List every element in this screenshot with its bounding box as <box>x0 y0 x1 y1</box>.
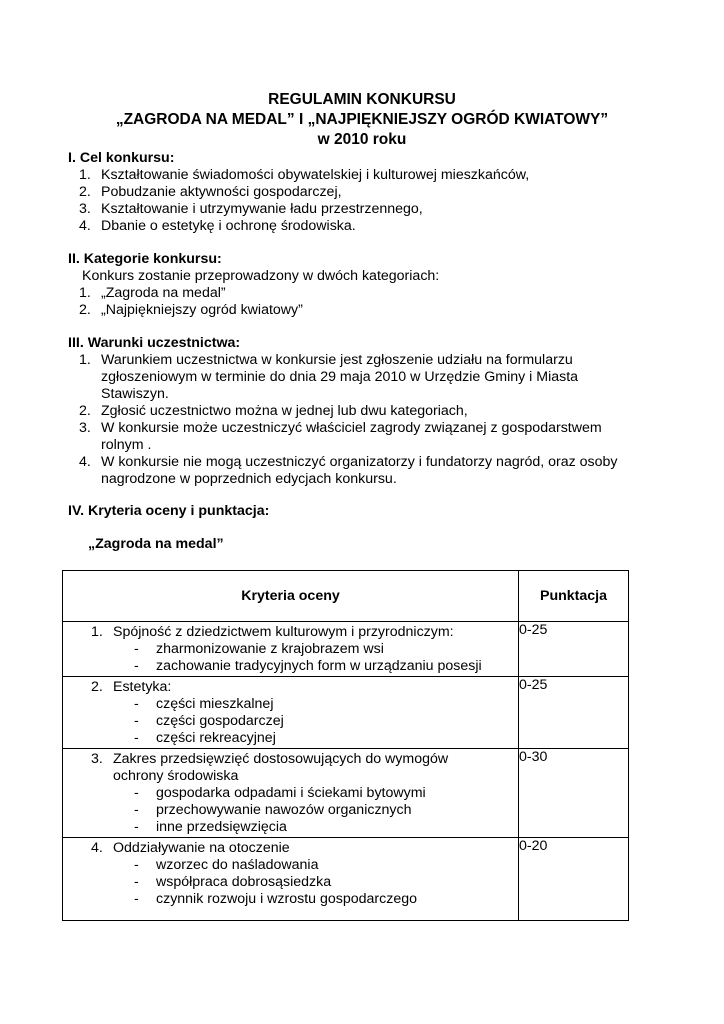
sub-criterion: - zachowanie tradycyjnych form w urządzaniu posesji <box>134 658 482 674</box>
points-cell: 0-25 <box>519 677 629 749</box>
sub-criterion: - inne przedsięwzięcia <box>134 819 287 835</box>
sub-criterion: - wzorzec do naśladowania <box>134 857 319 873</box>
section-heading: II. Kategorie konkursu: <box>68 251 222 267</box>
column-header-points: Punktacja <box>519 571 629 622</box>
section-criteria <box>68 503 668 520</box>
sub-criterion: - czynnik rozwoju i wzrostu gospodarczego <box>134 891 418 907</box>
list-item: 2. Zgłosić uczestnictwo można w jednej lub dwu kategoriach, <box>79 403 468 419</box>
section-heading: IV. Kryteria oceny i punktacja: <box>68 503 270 519</box>
document-title <box>0 90 724 150</box>
list-item: 4. Dbanie o estetykę i ochronę środowiska. <box>79 218 356 234</box>
sub-criterion: - części gospodarczej <box>134 713 284 729</box>
column-header-criteria: Kryteria oceny <box>63 571 519 622</box>
list-item: 3. W konkursie może uczestniczyć właściciel zagrody związanej z gospodarstwem rolnym . <box>79 420 602 453</box>
criterion-title: Spójność z dziedzictwem kulturowym i przyrodniczym: <box>113 624 454 640</box>
section-categories <box>68 251 668 319</box>
points-cell: 0-20 <box>519 838 629 921</box>
criterion-title-cont: ochrony środowiska <box>113 768 239 784</box>
table-row: 4. Oddziaływanie na otoczenie - wzorzec do naśladowania - współpraca dobrosąsiedzka - czynnik rozwoju i wzrostu gospodarczego 0-20 <box>63 838 629 921</box>
list-item: 4. W konkursie nie mogą uczestniczyć organizatorzy i fundatorzy nagród, oraz osoby nagrodzone w poprzednich edycjach konkursu. <box>79 454 618 487</box>
table-row: 1. Spójność z dziedzictwem kulturowym i przyrodniczym: - zharmonizowanie z krajobrazem wsi - zachowanie tradycyjnych form w urządzaniu posesji 0-25 <box>63 622 629 677</box>
criterion-title: Estetyka: <box>113 679 172 695</box>
sub-criterion: - gospodarka odpadami i ściekami bytowymi <box>134 785 426 801</box>
list-item: 1. Kształtowanie świadomości obywatelskiej i kulturowej mieszkańców, <box>79 167 530 183</box>
conditions-list <box>68 352 638 488</box>
section-goals <box>68 150 668 235</box>
section-heading: III. Warunki uczestnictwa: <box>68 335 241 351</box>
table-row: 2. Estetyka: - części mieszkalnej - części gospodarczej - części rekreacyjnej 0-25 <box>63 677 629 749</box>
points-cell: 0-25 <box>519 622 629 677</box>
section-conditions <box>68 335 638 488</box>
list-item: 3. Kształtowanie i utrzymywanie ładu przestrzennego, <box>79 201 423 217</box>
goals-list <box>68 167 668 235</box>
points-cell: 0-30 <box>519 749 629 838</box>
table-row: 3. Zakres przedsięwzięć dostosowujących do wymogów ochrony środowiska - gospodarka odpadami i ściekami bytowymi - przechowywanie nawozów organicznych - inne przedsięwzięcia 0-30 <box>63 749 629 838</box>
sub-criterion: - przechowywanie nawozów organicznych <box>134 802 412 818</box>
list-item: 2. „Najpiękniejszy ogród kwiatowy” <box>79 302 303 318</box>
title-line-1: REGULAMIN KONKURSU <box>268 91 456 108</box>
sub-criterion: - zharmonizowanie z krajobrazem wsi <box>134 641 384 657</box>
table-header-row <box>63 571 629 622</box>
sub-criterion: - części mieszkalnej <box>134 696 274 712</box>
criterion-title: Zakres przedsięwzięć dostosowujących do wymogów <box>113 751 449 767</box>
list-item: 2. Pobudzanie aktywności gospodarczej, <box>79 184 342 200</box>
title-line-3: w 2010 roku <box>317 131 407 148</box>
sub-criterion: - współpraca dobrosąsiedzka <box>134 874 332 890</box>
criteria-table <box>62 570 629 921</box>
category-subheading: „Zagroda na medal” <box>88 536 224 552</box>
list-item: 1. Warunkiem uczestnictwa w konkursie jest zgłoszenie udziału na formularzu zgłoszeniowym w terminie do dnia 29 maja 2010 w Urzędzie Gminy i Miasta Stawiszyn. <box>79 352 579 402</box>
title-line-2: „ZAGRODA NA MEDAL” I „NAJPIĘKNIEJSZY OGRÓD KWIATOWY” <box>115 111 609 128</box>
section-heading: I. Cel konkursu: <box>68 150 175 166</box>
section-intro: Konkurs zostanie przeprowadzony w dwóch kategoriach: <box>82 268 440 284</box>
sub-criterion: - części rekreacyjnej <box>134 730 276 746</box>
criterion-title: Oddziaływanie na otoczenie <box>113 840 290 856</box>
categories-list <box>68 285 668 319</box>
list-item: 1. „Zagroda na medal” <box>79 285 226 301</box>
